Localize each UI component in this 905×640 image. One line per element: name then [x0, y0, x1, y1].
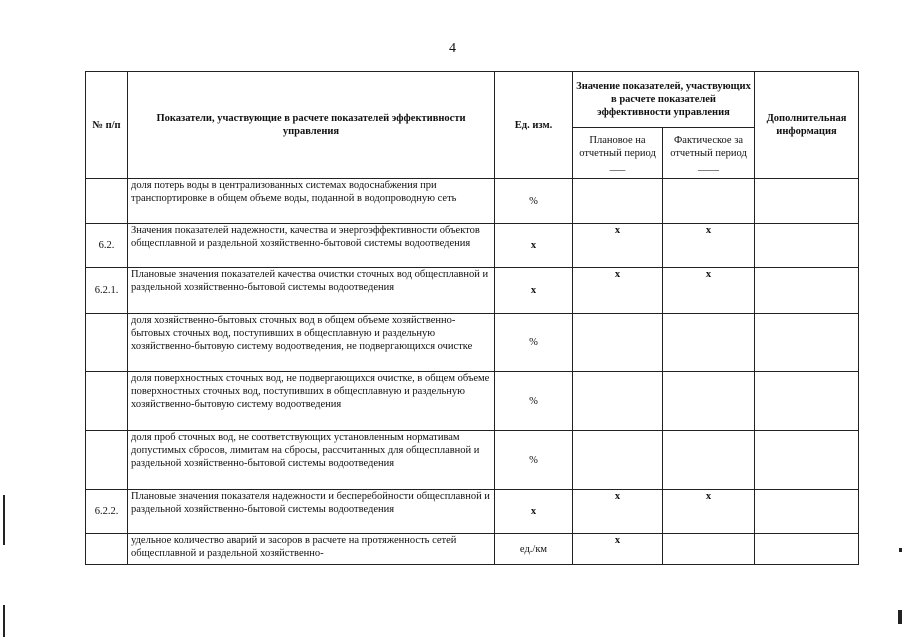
row-extra [755, 268, 859, 314]
row-planned: х [573, 534, 663, 565]
row-actual: х [663, 490, 755, 534]
header-planned: Плановое на отчетный период ___ [573, 128, 663, 179]
row-extra [755, 179, 859, 224]
row-extra [755, 372, 859, 431]
row-extra [755, 314, 859, 372]
table-row [86, 224, 859, 268]
row-actual [663, 431, 755, 490]
table-row [86, 431, 859, 490]
row-indicator: доля проб сточных вод, не соответствующих установленным нормативам допустимых сбросов, лимитам на сбросы, рассчитанных для общесплавной и раздельной хозяйственно-бытовой системы водоотведения [128, 431, 495, 490]
row-planned [573, 431, 663, 490]
row-planned: х [573, 224, 663, 268]
table-row [86, 268, 859, 314]
row-num: 6.2.2. [86, 490, 128, 534]
row-num [86, 372, 128, 431]
row-actual [663, 179, 755, 224]
row-indicator: Плановые значения показателей качества очистки сточных вод общесплавной и раздельной хозяйственно-бытовой системы водоотведения [128, 268, 495, 314]
scan-edge-mark-right-lower [898, 610, 902, 624]
row-extra [755, 431, 859, 490]
row-indicator: доля потерь воды в централизованных системах водоснабжения при транспортировке в общем объеме воды, поданной в водопроводную сеть [128, 179, 495, 224]
row-num [86, 314, 128, 372]
row-planned [573, 179, 663, 224]
row-indicator: доля поверхностных сточных вод, не подвергающихся очистке, в общем объеме поверхностных сточных вод, поступивших в общесплавную и раздельную хозяйственно-бытовую систему водоотведения [128, 372, 495, 431]
row-actual [663, 534, 755, 565]
row-unit: ед./км [495, 534, 573, 565]
header-indicator: Показатели, участвующие в расчете показателей эффективности управления [128, 72, 495, 179]
scan-edge-mark-right [899, 548, 902, 552]
row-num: 6.2. [86, 224, 128, 268]
row-indicator: доля хозяйственно-бытовых сточных вод в общем объеме хозяйственно-бытовых сточных вод, поступивших в общесплавную и раздельную хозяйственно-бытовую систему водоотведения, не подвергающихся очистке [128, 314, 495, 372]
table-row [86, 372, 859, 431]
row-num: 6.2.1. [86, 268, 128, 314]
row-actual [663, 372, 755, 431]
header-values-group: Значение показателей, участвующих в расчете показателей эффективности управления [573, 72, 755, 128]
header-num: № п/п [86, 72, 128, 179]
page-number: 4 [449, 41, 456, 56]
row-num [86, 534, 128, 565]
table-row [86, 490, 859, 534]
indicators-table [85, 71, 859, 565]
row-actual: х [663, 224, 755, 268]
row-unit: % [495, 314, 573, 372]
row-unit: х [495, 268, 573, 314]
row-unit: % [495, 179, 573, 224]
table-row [86, 314, 859, 372]
table-row [86, 179, 859, 224]
row-actual [663, 314, 755, 372]
header-unit: Ед. изм. [495, 72, 573, 179]
scan-edge-mark-left-lower [3, 605, 5, 637]
row-extra [755, 224, 859, 268]
scan-edge-mark-left [3, 495, 5, 545]
header-actual: Фактическое за отчетный период ____ [663, 128, 755, 179]
table-row [86, 534, 859, 565]
row-indicator: Значения показателей надежности, качества и энергоэффективности объектов общесплавной и раздельной хозяйственно-бытовой системы водоотведения [128, 224, 495, 268]
row-unit: х [495, 490, 573, 534]
row-unit: % [495, 431, 573, 490]
row-planned [573, 372, 663, 431]
row-extra [755, 490, 859, 534]
row-planned: х [573, 268, 663, 314]
row-num [86, 179, 128, 224]
row-extra [755, 534, 859, 565]
row-actual: х [663, 268, 755, 314]
row-indicator: Плановые значения показателя надежности и бесперебойности общесплавной и раздельной хозяйственно-бытовой системы водоотведения [128, 490, 495, 534]
header-additional: Дополнительная информация [755, 72, 859, 179]
row-indicator: удельное количество аварий и засоров в расчете на протяженность сетей общесплавной и раздельной хозяйственно- [128, 534, 495, 565]
row-unit: х [495, 224, 573, 268]
row-planned [573, 314, 663, 372]
row-num [86, 431, 128, 490]
row-unit: % [495, 372, 573, 431]
row-planned: х [573, 490, 663, 534]
